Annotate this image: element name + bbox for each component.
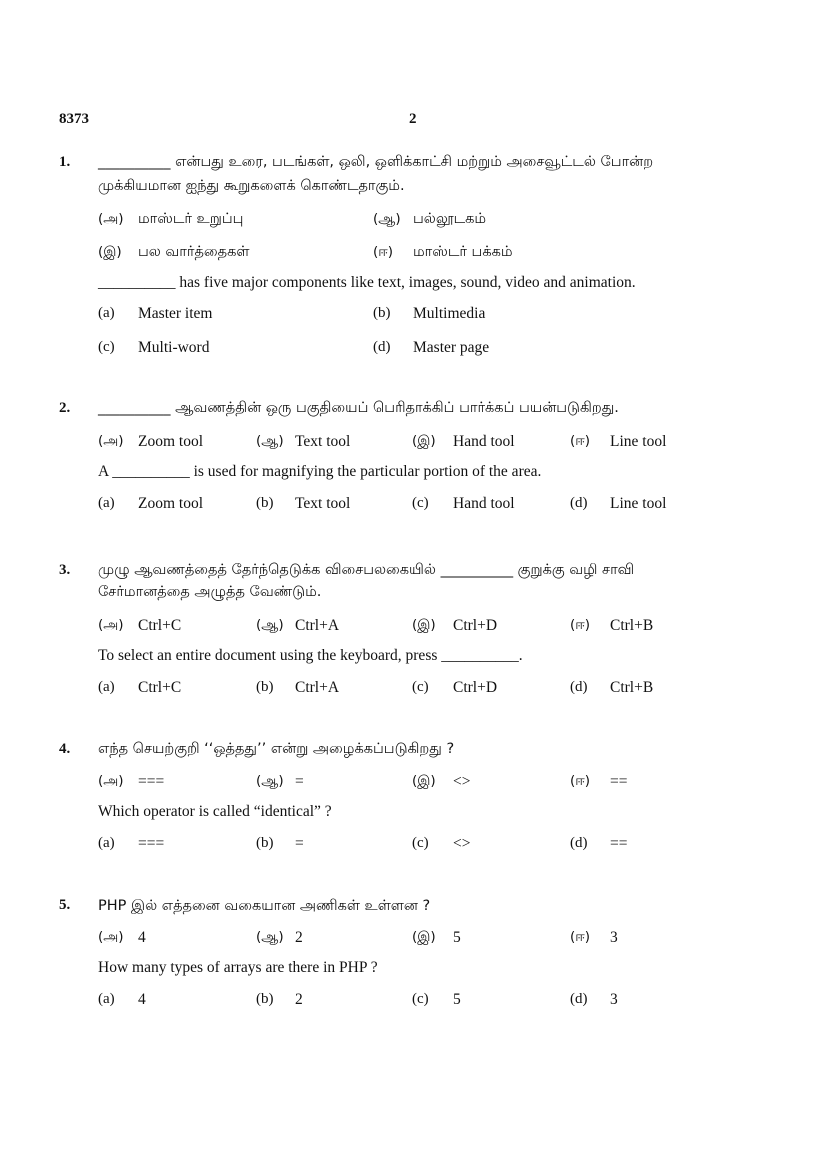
option-text-english: 4 <box>138 991 146 1008</box>
option-text-english: Multimedia <box>413 305 486 322</box>
option-label: (இ) <box>412 617 436 633</box>
question-number: 2. <box>59 400 71 416</box>
question-text-english: To select an entire document using the keyboard, press __________. <box>98 647 523 664</box>
question-number: 3. <box>59 562 71 578</box>
option-text: 2 <box>295 929 303 946</box>
option-label: (ஈ) <box>570 433 591 449</box>
option-text-english: 5 <box>453 991 461 1008</box>
option-text-tamil: மாஸ்டர் பக்கம் <box>413 244 513 260</box>
option-text: === <box>138 773 165 790</box>
question-text-tamil: எந்த செயற்குறி ‘‘ஒத்தது’’ என்று அழைக்கப்படுகிறது ? <box>98 741 455 757</box>
option-label: (d) <box>570 835 588 851</box>
option-text: <> <box>453 773 471 790</box>
option-label: (a) <box>98 679 115 695</box>
option-label: (d) <box>373 339 391 355</box>
option-text-english: Ctrl+B <box>610 679 654 696</box>
option-label: (b) <box>256 679 274 695</box>
option-label: (அ) <box>98 211 124 227</box>
option-text-english: Master item <box>138 305 213 322</box>
option-label: (ஈ) <box>570 773 591 789</box>
option-label: (d) <box>570 991 588 1007</box>
page-number: 2 <box>409 111 417 127</box>
question-text-english: Which operator is called “identical” ? <box>98 803 332 820</box>
question-text-tamil: __________ என்பது உரை, படங்கள், ஒலி, ஒளிக்காட்சி மற்றும் அசைவூட்டல் போன்ற <box>98 154 654 170</box>
option-text-english: = <box>295 835 304 852</box>
option-text-english: 3 <box>610 991 618 1008</box>
option-label: (a) <box>98 835 115 851</box>
question-number: 5. <box>59 897 71 913</box>
option-text: Line tool <box>610 433 667 450</box>
option-text-english: Master page <box>413 339 490 356</box>
option-text-english: Text tool <box>295 495 351 512</box>
option-text: Ctrl+B <box>610 617 654 634</box>
option-text: = <box>295 773 304 790</box>
option-label: (b) <box>256 835 274 851</box>
question-text-tamil-line: PHP இல் எத்தனை வகையான அணிகள் உள்ளன ? <box>98 898 431 914</box>
option-label: (இ) <box>412 929 436 945</box>
option-text-english: <> <box>453 835 471 852</box>
option-text: Ctrl+C <box>138 617 182 634</box>
option-label: (இ) <box>412 773 436 789</box>
question-number: 1. <box>59 154 71 170</box>
option-text-english: 2 <box>295 991 303 1008</box>
option-text-english: === <box>138 835 165 852</box>
option-label: (c) <box>98 339 115 355</box>
option-text-tamil: பல்லூடகம் <box>413 211 487 227</box>
option-text-english: Ctrl+A <box>295 679 340 696</box>
option-label: (ஈ) <box>373 244 394 260</box>
option-label: (அ) <box>98 929 124 945</box>
option-text-english: Ctrl+D <box>453 679 498 696</box>
option-text-english: Zoom tool <box>138 495 204 512</box>
option-label: (a) <box>98 305 115 321</box>
option-text: Ctrl+D <box>453 617 498 634</box>
option-label: (c) <box>412 495 429 511</box>
option-label: (இ) <box>412 433 436 449</box>
question-text-tamil: முழு ஆவணத்தைத் தேர்ந்தெடுக்க விசைபலகையில் __________ குறுக்கு வழி சாவி <box>98 562 635 578</box>
option-label: (b) <box>256 991 274 1007</box>
question-text-tamil: சேர்மானத்தை அழுத்த வேண்டும். <box>98 584 322 600</box>
option-text: Text tool <box>295 433 351 450</box>
option-label: (அ) <box>98 773 124 789</box>
option-text: 4 <box>138 929 146 946</box>
option-label: (இ) <box>98 244 122 260</box>
question-text-tamil: முக்கியமான ஐந்து கூறுகளைக் கொண்டதாகும். <box>98 178 405 194</box>
question-text-english: How many types of arrays are there in PHP ? <box>98 959 378 976</box>
option-label: (d) <box>570 679 588 695</box>
option-label: (c) <box>412 835 429 851</box>
option-label: (ஆ) <box>373 211 401 227</box>
option-label: (ஆ) <box>256 617 284 633</box>
option-label: (a) <box>98 495 115 511</box>
question-text-tamil: __________ ஆவணத்தின் ஒரு பகுதியைப் பெரிதாக்கிப் பார்க்கப் பயன்படுகிறது. <box>98 400 619 416</box>
option-label: (ஆ) <box>256 929 284 945</box>
option-label: (d) <box>570 495 588 511</box>
option-label: (அ) <box>98 617 124 633</box>
paper-code: 8373 <box>59 111 89 127</box>
option-text: Hand tool <box>453 433 515 450</box>
option-label: (அ) <box>98 433 124 449</box>
option-label: (ஆ) <box>256 433 284 449</box>
option-text-english: Ctrl+C <box>138 679 182 696</box>
option-label: (a) <box>98 991 115 1007</box>
question-text-english: A __________ is used for magnifying the particular portion of the area. <box>98 463 542 480</box>
option-label: (c) <box>412 679 429 695</box>
option-text-tamil: மாஸ்டர் உறுப்பு <box>138 211 244 227</box>
option-text: == <box>610 773 628 790</box>
option-text-english: Multi-word <box>138 339 210 356</box>
option-label: (ஆ) <box>256 773 284 789</box>
option-text: 5 <box>453 929 461 946</box>
option-label: (b) <box>373 305 391 321</box>
option-text: 3 <box>610 929 618 946</box>
option-label: (ஈ) <box>570 929 591 945</box>
question-text-english: __________ has five major components like text, images, sound, video and animation. <box>98 274 636 291</box>
option-text: Ctrl+A <box>295 617 340 634</box>
option-text: Zoom tool <box>138 433 204 450</box>
option-label: (b) <box>256 495 274 511</box>
question-text-tamil <box>98 897 430 916</box>
option-label: (ஈ) <box>570 617 591 633</box>
question-number: 4. <box>59 741 71 757</box>
option-text-english: Line tool <box>610 495 667 512</box>
option-text-tamil: பல வார்த்தைகள் <box>138 244 250 260</box>
option-text-english: == <box>610 835 628 852</box>
option-label: (c) <box>412 991 429 1007</box>
option-text-english: Hand tool <box>453 495 515 512</box>
